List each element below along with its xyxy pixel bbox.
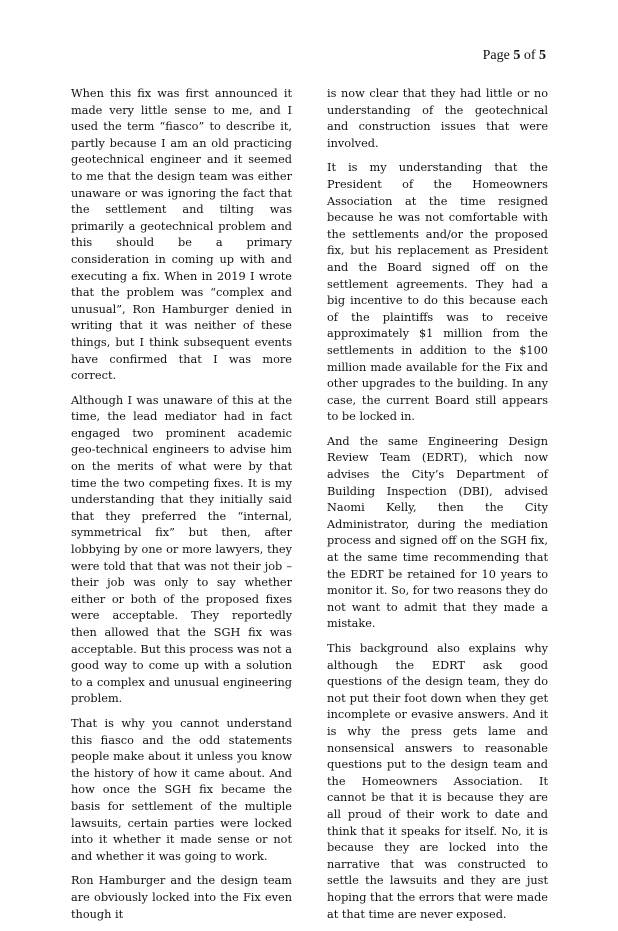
total-page-count: 5 <box>539 48 546 63</box>
right-text-column <box>327 86 548 931</box>
of-word: of <box>523 48 536 63</box>
left-text-column <box>71 86 292 931</box>
page-word: Page <box>482 48 510 63</box>
paragraph: It is my understanding that the President of the Homeowners Association at the time resigned because he was not comfortable with the settlements and/or the proposed fix, but his replacement as President and the Board signed off on the settlement agreements. They had a big incentive to do this because each of the plaintiffs was to receive approximately $1 million from the settlements in addition to the $100 million made available for the Fix and other upgrades to the building. In any case, the current Board still appears to be locked in. <box>327 161 548 424</box>
paragraph: This background also explains why although the EDRT ask good questions of the design team, they do not put their foot down when they get incomplete or evasive answers. And it is why the press gets lame and nonsensical answers to reasonable questions put to the design team and the Homeowners Association. It cannot be that it is because they are all proud of their work to date and think that it speaks for itself. No, it is because they are locked into the narrative that was constructed to settle the lawsuits and they are just hoping that the errors that were made at that time are never exposed. <box>327 642 548 921</box>
paragraph: is now clear that they had little or no understanding of the geotechnical and construction issues that were involved. <box>327 87 548 150</box>
paragraph: Although I was unaware of this at the time, the lead mediator had in fact engaged two prominent academic geo-technical engineers to advise him on the merits of what were by that time the two competing fixes. It is my understanding that they initially said that they preferred the “internal, symmetrical fix” but then, after lobbying by one or more lawyers, they were told that that was not their job – their job was only to say whether either or both of the proposed fixes were acceptable. They reportedly then allowed that the SGH fix was acceptable. But this process was not a good way to come up with a solution to a complex and unusual engineering problem. <box>71 393 292 706</box>
paragraph: When this fix was first announced it made very little sense to me, and I used the term “fiasco” to describe it, partly because I am an old practicing geotechnical engineer and it seemed to me that the design team was either unaware or was ignoring the fact that the settlement and tilting was primarily a geotechnical problem and this should be a primary consideration in coming up with and executing a fix. When in 2019 I wrote that the problem was “complex and unusual”, Ron Hamburger denied in writing that it was neither of these things, but I think subsequent events have confirmed that I was more correct. <box>71 87 292 383</box>
paragraph: That is why you cannot understand this fiasco and the odd statements people make about it unless you know the history of how it came about. And how once the SGH fix became the basis for settlement of the multiple lawsuits, certain parties were locked into it whether it made sense or not and whether it was going to work. <box>71 716 292 863</box>
page-number-header <box>483 48 546 64</box>
current-page-number: 5 <box>513 48 521 63</box>
paragraph: And the same Engineering Design Review Team (EDRT), which now advises the City’s Department of Building Inspection (DBI), advised Naomi Kelly, then the City Administrator, during the mediation process and signed off on the SGH fix, at the same time recommending that the EDRT be retained for 10 years to monitor it. So, for two reasons they do not want to admit that they made a mistake. <box>327 434 548 631</box>
paragraph: Ron Hamburger and the design team are obviously locked into the Fix even though it <box>71 874 292 921</box>
